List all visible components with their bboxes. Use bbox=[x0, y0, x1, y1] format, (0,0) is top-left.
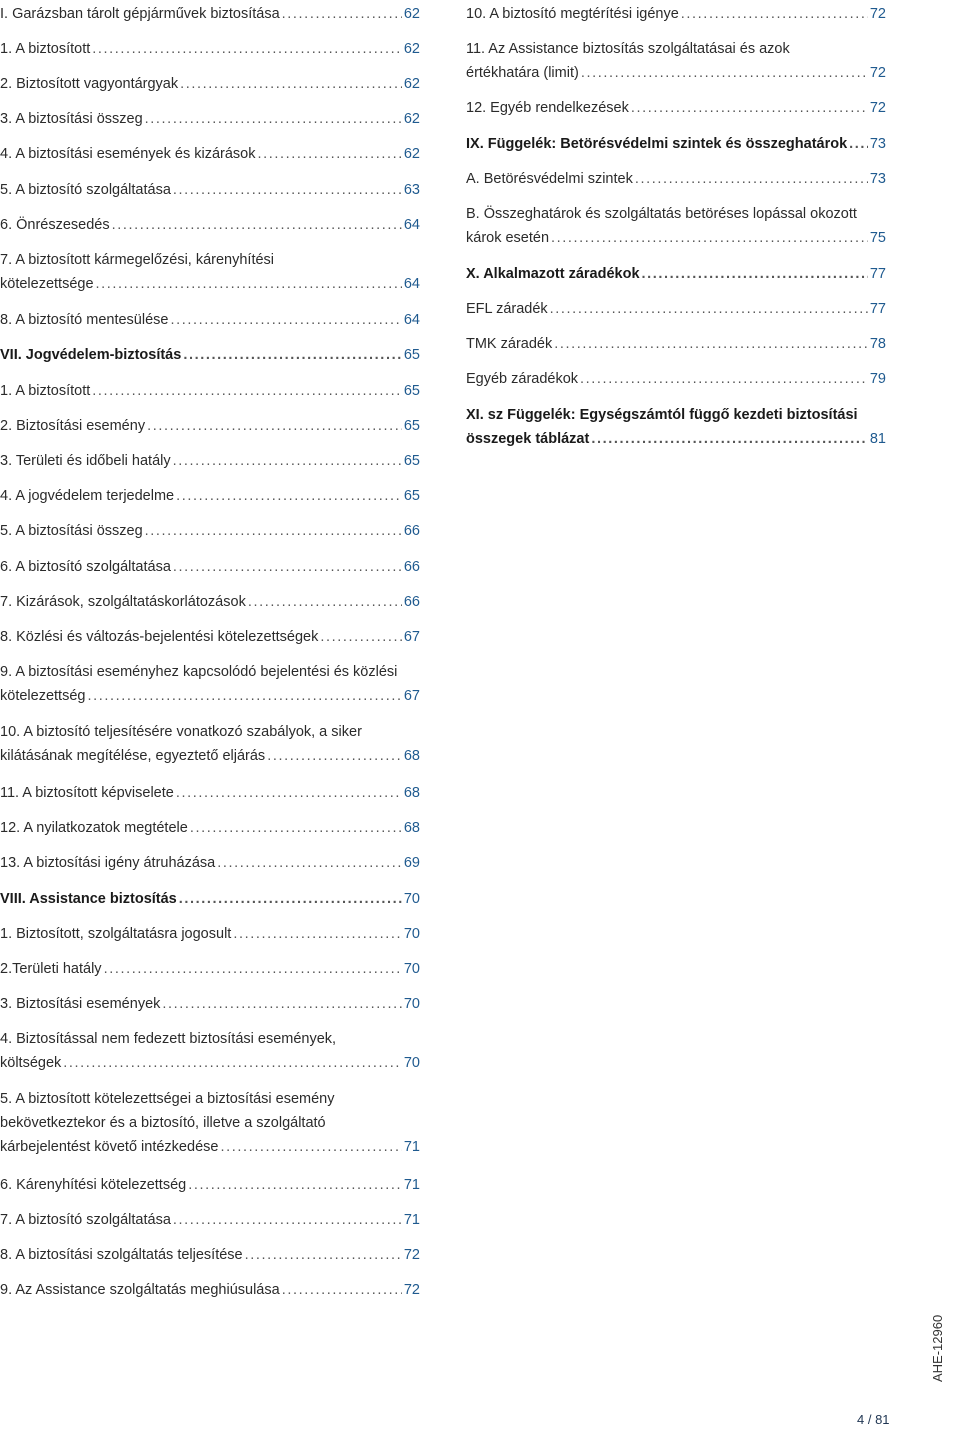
toc-entry[interactable] bbox=[0, 1208, 420, 1232]
toc-entry-title: 11. A biztosított képviselete bbox=[0, 785, 174, 801]
toc-entry[interactable] bbox=[0, 37, 420, 61]
toc-entry-page-number: 67 bbox=[403, 629, 420, 645]
dot-leader bbox=[179, 887, 402, 911]
dot-leader bbox=[282, 1278, 402, 1302]
toc-entry-title: VIII. Assistance biztosítás bbox=[0, 891, 177, 907]
toc-entry-title: 10. A biztosító megtérítési igénye bbox=[466, 6, 679, 22]
toc-entry-title: A. Betörésvédelmi szintek bbox=[466, 171, 633, 187]
toc-entry-title: 1. Biztosított, szolgáltatásra jogosult bbox=[0, 926, 232, 942]
toc-entry-title: 5. A biztosító szolgáltatása bbox=[0, 182, 171, 198]
toc-entry-page-number: 71 bbox=[403, 1177, 420, 1193]
toc-entry-title: Egyéb záradékok bbox=[466, 371, 579, 387]
toc-entry-title: VII. Jogvédelem-biztosítás bbox=[0, 347, 182, 363]
dot-leader bbox=[183, 343, 402, 367]
toc-entry-title: 9. Az Assistance szolgáltatás meghiúsulása bbox=[0, 1282, 280, 1298]
toc-entry-page-number: 64 bbox=[403, 312, 420, 328]
toc-entry-title-line: 4. Biztosítással nem fedezett biztosítási események, bbox=[0, 1031, 337, 1047]
toc-entry[interactable] bbox=[0, 1087, 420, 1159]
dot-leader bbox=[145, 107, 402, 131]
toc-entry-title-line: 11. Az Assistance biztosítás szolgáltatásai és azok bbox=[466, 41, 790, 57]
toc-entry-title: 12. Egyéb rendelkezések bbox=[466, 100, 629, 116]
toc-entry-page-number: 63 bbox=[403, 182, 420, 198]
toc-entry-page-number: 79 bbox=[869, 371, 886, 387]
toc-entry[interactable] bbox=[0, 851, 420, 875]
toc-entry[interactable] bbox=[0, 107, 420, 131]
toc-entry[interactable] bbox=[0, 1173, 420, 1197]
toc-entry-title: értékhatára (limit) bbox=[466, 65, 579, 81]
toc-entry-title: 3. A biztosítási összeg bbox=[0, 111, 143, 127]
toc-entry[interactable] bbox=[466, 297, 886, 321]
toc-entry-page-number: 77 bbox=[869, 266, 886, 282]
toc-entry[interactable] bbox=[0, 957, 420, 981]
toc-entry[interactable] bbox=[0, 2, 420, 26]
toc-entry-page-number: 68 bbox=[403, 820, 420, 836]
toc-entry-title: 4. A jogvédelem terjedelme bbox=[0, 488, 175, 504]
toc-entry-page-number: 70 bbox=[403, 1055, 420, 1071]
toc-entry-page-number: 62 bbox=[403, 41, 420, 57]
dot-leader bbox=[551, 226, 868, 250]
dot-leader bbox=[267, 744, 402, 768]
toc-entry-title: I. Garázsban tárolt gépjárművek biztosítása bbox=[0, 6, 280, 22]
toc-entry[interactable] bbox=[466, 167, 886, 191]
toc-entry-page-number: 66 bbox=[403, 523, 420, 539]
toc-entry-title-line: 9. A biztosítási eseményhez kapcsolódó bejelentési és közlési bbox=[0, 664, 398, 680]
toc-entry[interactable] bbox=[0, 343, 420, 367]
dot-leader bbox=[631, 96, 868, 120]
dot-leader bbox=[96, 272, 402, 296]
toc-entry-title: 6. Önrészesedés bbox=[0, 217, 110, 233]
toc-entry-page-number: 73 bbox=[869, 171, 886, 187]
toc-entry-title: 2.Területi hatály bbox=[0, 961, 102, 977]
dot-leader bbox=[581, 61, 868, 85]
toc-entry-page-number: 70 bbox=[403, 926, 420, 942]
dot-leader bbox=[92, 37, 402, 61]
toc-entry-title: 5. A biztosítási összeg bbox=[0, 523, 143, 539]
dot-leader bbox=[282, 2, 402, 26]
toc-entry-title: 8. Közlési és változás-bejelentési kötelezettségek bbox=[0, 629, 319, 645]
toc-entry-title: 4. A biztosítási események és kizárások bbox=[0, 146, 256, 162]
toc-entry[interactable] bbox=[0, 922, 420, 946]
toc-entry[interactable] bbox=[0, 519, 420, 543]
toc-entry-page-number: 65 bbox=[403, 383, 420, 399]
toc-entry[interactable] bbox=[466, 37, 886, 85]
toc-entry-page-number: 81 bbox=[869, 431, 886, 447]
toc-entry-title: károk esetén bbox=[466, 230, 550, 246]
toc-entry-title-line: 5. A biztosított kötelezettségei a biztosítási esemény bbox=[0, 1091, 335, 1107]
toc-entry[interactable] bbox=[0, 590, 420, 614]
toc-entry-title: 1. A biztosított bbox=[0, 383, 91, 399]
dot-leader bbox=[320, 625, 401, 649]
dot-leader bbox=[248, 590, 402, 614]
toc-entry[interactable] bbox=[466, 132, 886, 156]
dot-leader bbox=[147, 414, 402, 438]
toc-entry-page-number: 62 bbox=[403, 146, 420, 162]
toc-entry[interactable] bbox=[0, 1278, 420, 1302]
toc-entry-title: 7. Kizárások, szolgáltatáskorlátozások bbox=[0, 594, 246, 610]
dot-leader bbox=[635, 167, 868, 191]
toc-entry-page-number: 69 bbox=[403, 855, 420, 871]
toc-entry-title: EFL záradék bbox=[466, 301, 548, 317]
toc-entry-title: TMK záradék bbox=[466, 336, 553, 352]
toc-entry-page-number: 70 bbox=[403, 961, 420, 977]
toc-entry-page-number: 68 bbox=[403, 748, 420, 764]
toc-entry[interactable] bbox=[0, 992, 420, 1016]
toc-entry[interactable] bbox=[0, 720, 420, 768]
dot-leader bbox=[220, 1135, 401, 1159]
toc-entry[interactable] bbox=[0, 1243, 420, 1267]
toc-entry[interactable] bbox=[0, 555, 420, 579]
toc-entry[interactable] bbox=[0, 178, 420, 202]
dot-leader bbox=[145, 519, 402, 543]
toc-entry[interactable] bbox=[466, 2, 886, 26]
toc-entry-page-number: 67 bbox=[403, 688, 420, 704]
toc-entry-title-line: B. Összeghatárok és szolgáltatás betöréses lopással okozott bbox=[466, 206, 857, 222]
toc-entry-page-number: 65 bbox=[403, 347, 420, 363]
toc-entry-title: 2. Biztosított vagyontárgyak bbox=[0, 76, 179, 92]
toc-entry-title-line: bekövetkeztekor és a biztosító, illetve a szolgáltató bbox=[0, 1115, 326, 1131]
dot-leader bbox=[92, 379, 402, 403]
toc-entry[interactable] bbox=[0, 248, 420, 296]
toc-entry-page-number: 64 bbox=[403, 217, 420, 233]
toc-entry[interactable] bbox=[0, 816, 420, 840]
toc-entry[interactable] bbox=[0, 72, 420, 96]
toc-entry-page-number: 72 bbox=[869, 6, 886, 22]
dot-leader bbox=[188, 1173, 402, 1197]
toc-entry[interactable] bbox=[0, 660, 420, 708]
toc-entry[interactable] bbox=[0, 781, 420, 805]
dot-leader bbox=[642, 262, 868, 286]
toc-entry[interactable] bbox=[466, 96, 886, 120]
toc-entry-page-number: 71 bbox=[403, 1212, 420, 1228]
toc-entry-page-number: 65 bbox=[403, 453, 420, 469]
toc-entry[interactable] bbox=[0, 625, 420, 649]
dot-leader bbox=[233, 922, 402, 946]
toc-entry-page-number: 77 bbox=[869, 301, 886, 317]
toc-entry-page-number: 68 bbox=[403, 785, 420, 801]
toc-entry[interactable] bbox=[0, 213, 420, 237]
toc-entry-title: 8. A biztosító mentesülése bbox=[0, 312, 169, 328]
toc-entry-title: összegek táblázat bbox=[466, 431, 590, 447]
toc-entry-title: 8. A biztosítási szolgáltatás teljesítése bbox=[0, 1247, 243, 1263]
toc-entry[interactable] bbox=[0, 414, 420, 438]
toc-entry[interactable] bbox=[0, 308, 420, 332]
dot-leader bbox=[173, 555, 402, 579]
toc-entry-page-number: 78 bbox=[869, 336, 886, 352]
dot-leader bbox=[258, 142, 402, 166]
dot-leader bbox=[681, 2, 868, 26]
dot-leader bbox=[554, 332, 868, 356]
toc-entry-title: 6. A biztosító szolgáltatása bbox=[0, 559, 171, 575]
toc-entry-page-number: 66 bbox=[403, 594, 420, 610]
toc-entry[interactable] bbox=[0, 379, 420, 403]
toc-entry-title: 13. A biztosítási igény átruházása bbox=[0, 855, 216, 871]
toc-entry-page-number: 62 bbox=[403, 76, 420, 92]
toc-entry-title: 3. Területi és időbeli hatály bbox=[0, 453, 171, 469]
toc-entry-page-number: 64 bbox=[403, 276, 420, 292]
dot-leader bbox=[180, 72, 402, 96]
toc-entry-title: X. Alkalmazott záradékok bbox=[466, 266, 640, 282]
dot-leader bbox=[173, 449, 402, 473]
toc-entry[interactable] bbox=[466, 367, 886, 391]
toc-entry[interactable] bbox=[0, 449, 420, 473]
document-code: AHE-12960 bbox=[930, 1314, 945, 1382]
toc-entry-title: IX. Függelék: Betörésvédelmi szintek és összeghatárok bbox=[466, 136, 848, 152]
toc-entry-title: költségek bbox=[0, 1055, 62, 1071]
toc-entry-title: 2. Biztosítási esemény bbox=[0, 418, 146, 434]
toc-entry[interactable] bbox=[0, 142, 420, 166]
toc-entry-title: kilátásának megítélése, egyeztető eljárás bbox=[0, 748, 266, 764]
dot-leader bbox=[173, 1208, 402, 1232]
toc-entry-page-number: 70 bbox=[403, 996, 420, 1012]
toc-entry-title: 12. A nyilatkozatok megtétele bbox=[0, 820, 188, 836]
toc-entry-page-number: 72 bbox=[869, 100, 886, 116]
dot-leader bbox=[245, 1243, 402, 1267]
dot-leader bbox=[217, 851, 402, 875]
toc-entry-title: kötelezettség bbox=[0, 688, 86, 704]
dot-leader bbox=[849, 132, 868, 156]
toc-entry[interactable] bbox=[466, 202, 886, 250]
toc-entry-page-number: 72 bbox=[869, 65, 886, 81]
dot-leader bbox=[63, 1051, 402, 1075]
toc-entry-title: 7. A biztosító szolgáltatása bbox=[0, 1212, 171, 1228]
toc-entry-page-number: 65 bbox=[403, 418, 420, 434]
toc-entry-page-number: 75 bbox=[869, 230, 886, 246]
toc-entry-title-line: 10. A biztosító teljesítésére vonatkozó szabályok, a siker bbox=[0, 724, 362, 740]
toc-entry-page-number: 62 bbox=[403, 6, 420, 22]
toc-entry-page-number: 71 bbox=[403, 1139, 420, 1155]
toc-entry-page-number: 62 bbox=[403, 111, 420, 127]
dot-leader bbox=[580, 367, 868, 391]
dot-leader bbox=[170, 308, 401, 332]
toc-entry-page-number: 72 bbox=[403, 1282, 420, 1298]
toc-entry-title: kárbejelentést követő intézkedése bbox=[0, 1139, 219, 1155]
page-number: 4 / 81 bbox=[857, 1412, 890, 1427]
dot-leader bbox=[87, 684, 401, 708]
dot-leader bbox=[190, 816, 402, 840]
toc-entry-title-line: XI. sz Függelék: Egységszámtól függő kezdeti biztosítási bbox=[466, 407, 858, 423]
toc-entry[interactable] bbox=[466, 403, 886, 451]
toc-entry-title: 3. Biztosítási események bbox=[0, 996, 161, 1012]
dot-leader bbox=[550, 297, 868, 321]
dot-leader bbox=[162, 992, 401, 1016]
dot-leader bbox=[112, 213, 402, 237]
dot-leader bbox=[104, 957, 402, 981]
toc-entry-page-number: 65 bbox=[403, 488, 420, 504]
toc-entry-page-number: 70 bbox=[403, 891, 420, 907]
dot-leader bbox=[176, 781, 402, 805]
dot-leader bbox=[173, 178, 402, 202]
toc-entry-page-number: 72 bbox=[403, 1247, 420, 1263]
toc-entry[interactable] bbox=[466, 332, 886, 356]
toc-entry-page-number: 73 bbox=[869, 136, 886, 152]
toc-entry[interactable] bbox=[0, 484, 420, 508]
toc-entry[interactable] bbox=[0, 887, 420, 911]
toc-entry[interactable] bbox=[0, 1027, 420, 1075]
toc-entry-title: kötelezettsége bbox=[0, 276, 94, 292]
toc-entry-title: 6. Kárenyhítési kötelezettség bbox=[0, 1177, 187, 1193]
toc-entry-page-number: 66 bbox=[403, 559, 420, 575]
dot-leader bbox=[591, 427, 868, 451]
toc-entry-title: 1. A biztosított bbox=[0, 41, 91, 57]
dot-leader bbox=[176, 484, 402, 508]
toc-entry[interactable] bbox=[466, 262, 886, 286]
toc-entry-title-line: 7. A biztosított kármegelőzési, kárenyhítési bbox=[0, 252, 275, 268]
